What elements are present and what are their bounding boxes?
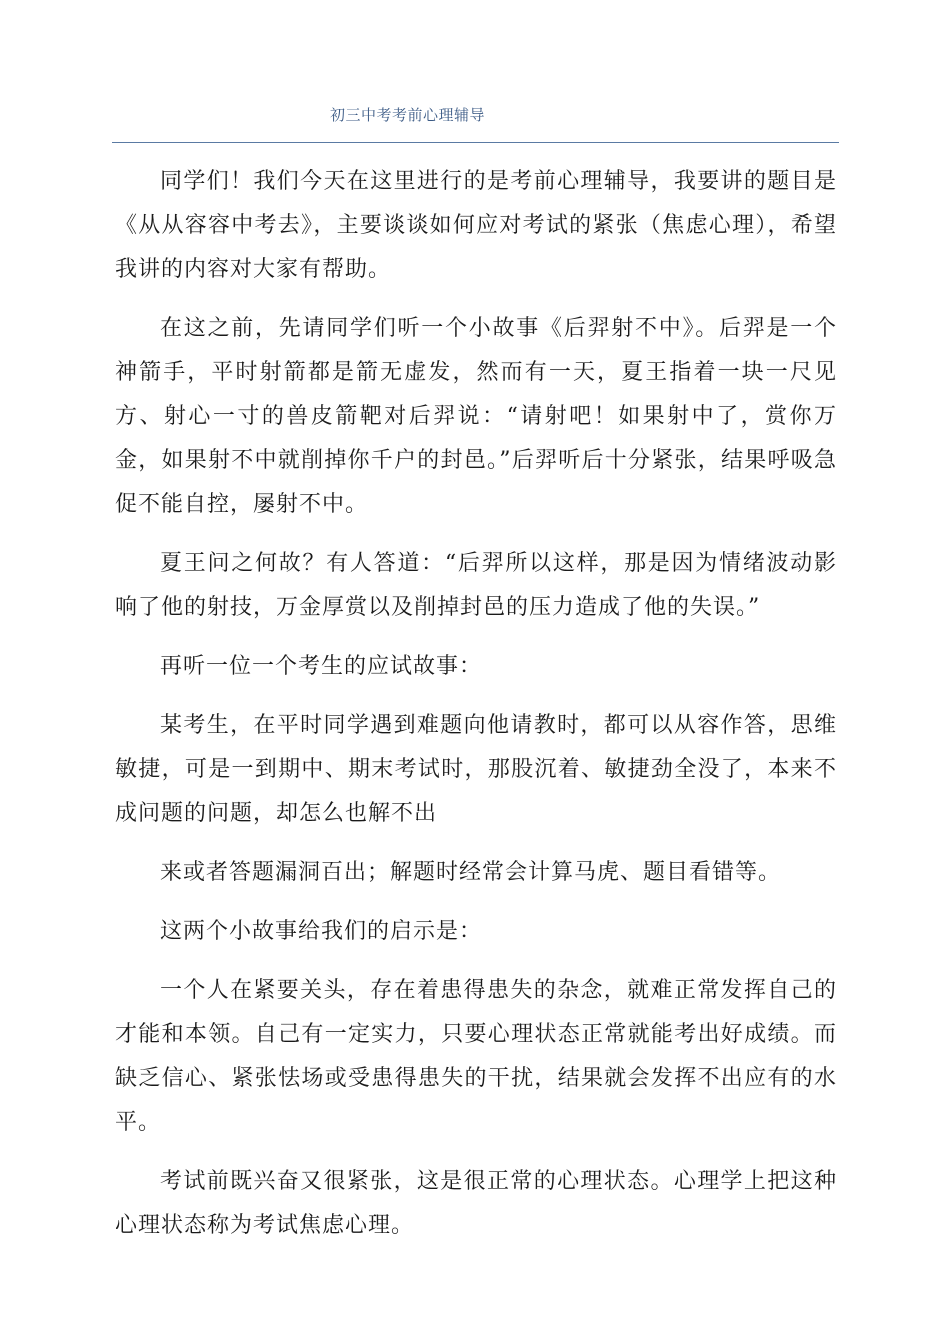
paragraph: 在这之前，先请同学们听一个小故事《后羿射不中》。后羿是一个神箭手，平时射箭都是箭无虚发，然而有一天，夏王指着一块一尺见方、射心一寸的兽皮箭靶对后羿说：“请射吧！如果射中了，赏你万金，如果射不中就削掉你千户的封邑。”后羿听后十分紧张，结果呼吸急促不能自控，屡射不中。 [115,316,837,517]
document-body [115,160,837,1263]
paragraph: 同学们！我们今天在这里进行的是考前心理辅导，我要讲的题目是《从从容容中考去》，主要谈谈如何应对考试的紧张（焦虑心理），希望我讲的内容对大家有帮助。 [115,169,837,282]
paragraph: 一个人在紧要关头，存在着患得患失的杂念，就难正常发挥自己的才能和本领。自己有一定实力，只要心理状态正常就能考出好成绩。而缺乏信心、紧张怯场或受患得患失的干扰，结果就会发挥不出应有的水平。 [115,978,837,1135]
paragraph: 考试前既兴奋又很紧张，这是很正常的心理状态。心理学上把这种心理状态称为考试焦虑心理。 [115,1169,837,1238]
paragraph: 这两个小故事给我们的启示是： [160,919,483,944]
paragraph: 夏王问之何故？有人答道：“后羿所以这样，那是因为情绪波动影响了他的射技，万金厚赏以及削掉封邑的压力造成了他的失误。” [115,551,837,620]
paragraph: 来或者答题漏洞百出；解题时经常会计算马虎、题目看错等。 [160,860,782,885]
paragraph: 再听一位一个考生的应试故事： [160,654,483,679]
paragraph: 某考生，在平时同学遇到难题向他请教时，都可以从容作答，思维敏捷，可是一到期中、期末考试时，那股沉着、敏捷劲全没了，本来不成问题的问题，却怎么也解不出 [115,713,837,826]
document-header-title: 初三中考考前心理辅导 [330,106,486,124]
header-divider [112,142,839,143]
